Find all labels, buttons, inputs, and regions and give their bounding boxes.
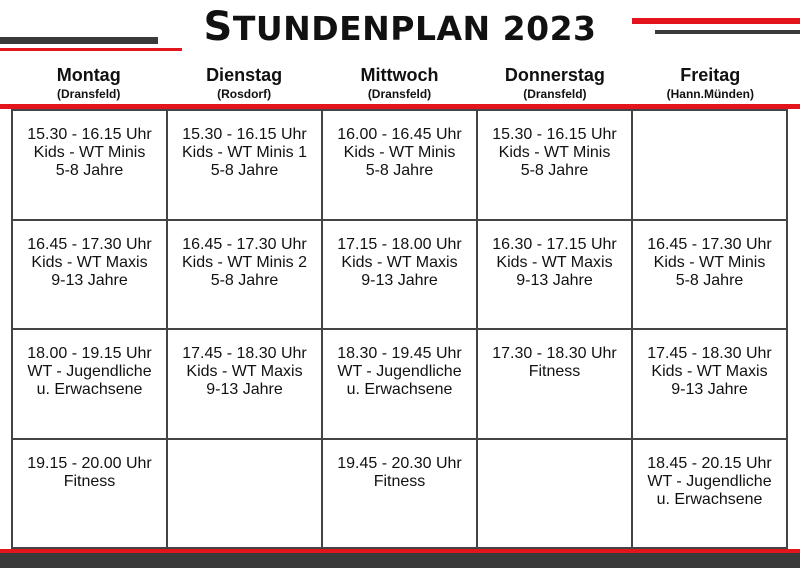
day-name: Freitag xyxy=(680,65,741,85)
schedule-cell-line: Fitness xyxy=(528,363,581,380)
schedule-cell xyxy=(633,221,788,331)
schedule-cell-line: WT - Jugendliche xyxy=(647,472,772,490)
top-left-red-bar xyxy=(0,48,182,51)
schedule-cell xyxy=(633,440,788,550)
schedule-cell-line: 18.45 - 20.15 Uhr xyxy=(647,454,772,472)
schedule-cell-line: WT - Jugendliche xyxy=(337,363,462,380)
schedule-cell-line: 17.45 - 18.30 Uhr xyxy=(647,345,772,362)
schedule-cell-line: 19.45 - 20.30 Uhr xyxy=(337,454,462,472)
schedule-cell-line: Kids - WT Minis xyxy=(33,144,146,161)
schedule-cell-line: 16.45 - 17.30 Uhr xyxy=(647,235,772,253)
schedule-cell-line: Kids - WT Maxis xyxy=(31,253,148,271)
schedule-cell-line: 9-13 Jahre xyxy=(361,271,438,289)
schedule-cell-line: u. Erwachsene xyxy=(346,381,453,398)
day-header xyxy=(11,64,166,102)
schedule-cell-line: 5-8 Jahre xyxy=(520,162,589,179)
schedule-cell xyxy=(478,111,633,221)
schedule-cell-line: Kids - WT Minis 2 xyxy=(181,253,308,271)
footer-dark-bar xyxy=(0,553,800,568)
schedule-cell xyxy=(633,330,788,440)
schedule-cell-line: 19.15 - 20.00 Uhr xyxy=(27,454,152,472)
day-location: (Dransfeld) xyxy=(367,87,432,101)
schedule-cell xyxy=(633,111,788,221)
schedule-cell xyxy=(168,111,323,221)
schedule-cell xyxy=(478,440,633,550)
schedule-cell-line: WT - Jugendliche xyxy=(27,363,152,380)
schedule-cell-line: Kids - WT Minis xyxy=(653,253,766,271)
schedule-cell-line: 17.30 - 18.30 Uhr xyxy=(492,345,617,362)
schedule-cell-line: 18.30 - 19.45 Uhr xyxy=(337,345,462,362)
schedule-cell-line: 5-8 Jahre xyxy=(210,271,279,289)
day-name: Dienstag xyxy=(206,65,283,85)
schedule-cell-line: 5-8 Jahre xyxy=(675,271,744,289)
schedule-cell-line: 5-8 Jahre xyxy=(365,162,434,179)
schedule-cell-line: 16.00 - 16.45 Uhr xyxy=(337,126,462,143)
schedule-cell-line: Kids - WT Minis 1 xyxy=(181,144,308,161)
schedule-cell-line: Kids - WT Minis xyxy=(498,144,611,161)
day-location: (Dransfeld) xyxy=(523,87,587,101)
schedule-cell-line: 15.30 - 16.15 Uhr xyxy=(27,126,152,143)
schedule-cell xyxy=(478,221,633,331)
schedule-cell-line: 9-13 Jahre xyxy=(671,381,748,398)
schedule-cell-line: Kids - WT Maxis xyxy=(341,253,458,271)
schedule-cell-line: Fitness xyxy=(373,472,426,490)
schedule-cell xyxy=(168,440,323,550)
day-header xyxy=(322,64,477,102)
schedule-cell-line: 5-8 Jahre xyxy=(210,162,279,179)
schedule-grid xyxy=(11,109,788,549)
schedule-cell xyxy=(323,330,478,440)
day-location: (Rosdorf) xyxy=(217,87,272,101)
schedule-cell xyxy=(478,330,633,440)
schedule-cell-line: 16.30 - 17.15 Uhr xyxy=(492,235,617,253)
schedule-cell-line: Kids - WT Maxis xyxy=(651,363,768,380)
schedule-cell-line: Kids - WT Maxis xyxy=(496,253,613,271)
schedule-cell xyxy=(13,221,168,331)
day-name: Montag xyxy=(56,65,121,85)
schedule-cell-line: Kids - WT Minis xyxy=(343,144,456,161)
schedule-cell-line: 15.30 - 16.15 Uhr xyxy=(182,126,307,143)
schedule-cell-line: 17.45 - 18.30 Uhr xyxy=(182,345,307,362)
day-name: Mittwoch xyxy=(360,65,439,85)
schedule-cell-line: 15.30 - 16.15 Uhr xyxy=(492,126,617,143)
schedule-cell-line: u. Erwachsene xyxy=(36,381,143,398)
schedule-cell xyxy=(323,440,478,550)
top-right-dark-bar xyxy=(655,30,800,34)
schedule-cell-line: 9-13 Jahre xyxy=(51,271,128,289)
day-header xyxy=(477,64,632,102)
schedule-cell-line: 16.45 - 17.30 Uhr xyxy=(27,235,152,253)
schedule-cell xyxy=(13,440,168,550)
schedule-cell xyxy=(13,111,168,221)
schedule-cell xyxy=(13,330,168,440)
schedule-cell-line: 5-8 Jahre xyxy=(55,162,124,179)
schedule-cell-line: 9-13 Jahre xyxy=(516,271,593,289)
schedule-cell xyxy=(168,221,323,331)
schedule-cell xyxy=(168,330,323,440)
day-name: Donnerstag xyxy=(504,65,605,85)
schedule-cell xyxy=(323,221,478,331)
schedule-cell-line: Kids - WT Maxis xyxy=(186,363,303,380)
day-location: (Hann.Münden) xyxy=(666,87,754,101)
schedule-cell xyxy=(323,111,478,221)
page-title: STUNDENPLAN 2023 xyxy=(203,4,597,50)
schedule-cell-line: Fitness xyxy=(63,472,116,490)
schedule-cell-line: 9-13 Jahre xyxy=(206,381,283,398)
schedule-cell-line: 17.15 - 18.00 Uhr xyxy=(337,235,462,253)
day-header xyxy=(633,64,788,102)
schedule-cell-line: 18.00 - 19.15 Uhr xyxy=(27,345,152,362)
schedule-cell-line: u. Erwachsene xyxy=(656,490,763,508)
day-header xyxy=(166,64,321,102)
day-location: (Dransfeld) xyxy=(57,87,121,101)
top-left-dark-bar xyxy=(0,37,158,44)
schedule-cell-line: 16.45 - 17.30 Uhr xyxy=(182,235,307,253)
top-right-red-bar xyxy=(632,18,800,24)
